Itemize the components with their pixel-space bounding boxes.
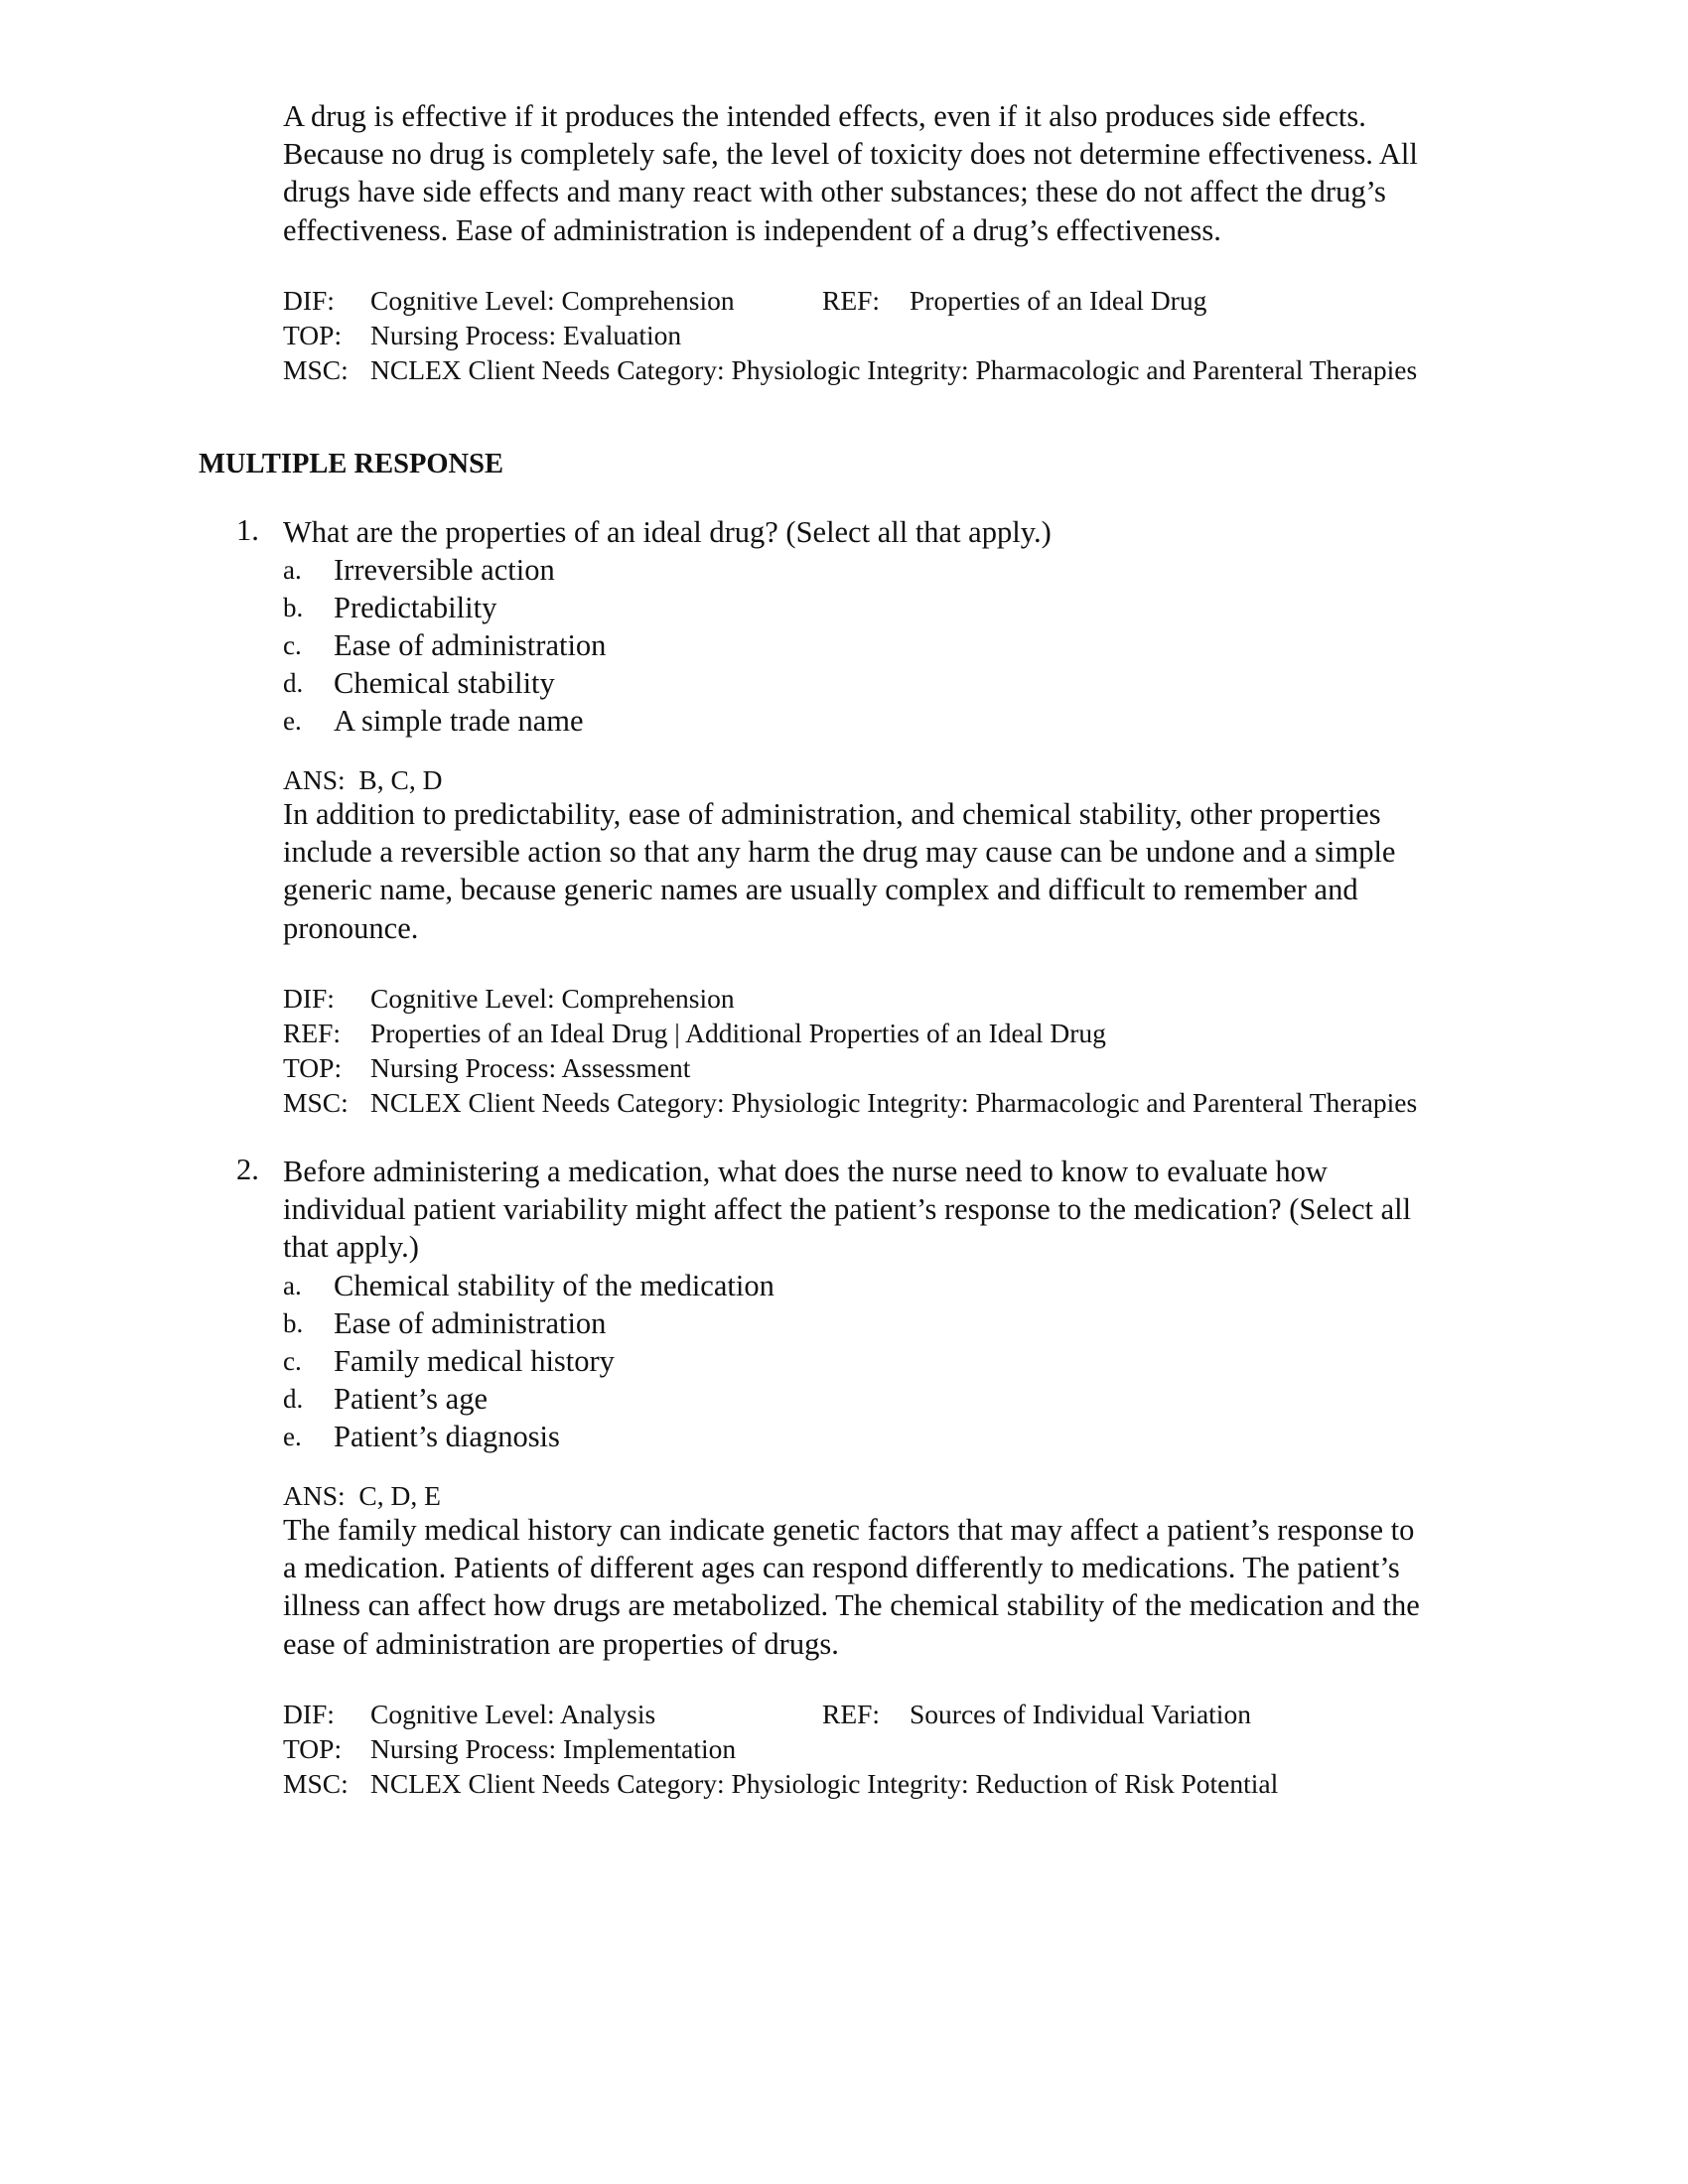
- top-value: Nursing Process: Assessment: [370, 1052, 691, 1083]
- top-label: TOP:: [283, 1052, 343, 1083]
- option-text: Chemical stability: [334, 666, 555, 700]
- intro-rationale: [283, 97, 1554, 249]
- question-stem-line: What are the properties of an ideal drug? (Select all that apply.): [283, 515, 1052, 549]
- answer-label: ANS:: [283, 764, 346, 795]
- dif-label: DIF:: [283, 983, 335, 1014]
- dif-value: Cognitive Level: Analysis: [370, 1699, 656, 1729]
- msc-value: NCLEX Client Needs Category: Physiologic Integrity: Pharmacologic and Parenteral Therapies: [370, 354, 1418, 385]
- option-letter: a.: [283, 1271, 302, 1300]
- option-text: Patient’s diagnosis: [334, 1420, 560, 1453]
- top-value: Nursing Process: Evaluation: [370, 320, 682, 350]
- option-letter: d.: [283, 668, 304, 698]
- msc-value: NCLEX Client Needs Category: Physiologic Integrity: Pharmacologic and Parenteral Therapies: [370, 1087, 1418, 1118]
- question-number: 2.: [236, 1153, 259, 1186]
- option-text: Predictability: [334, 591, 497, 624]
- msc-label: MSC:: [283, 1768, 349, 1799]
- ref-value: Properties of an Ideal Drug: [910, 285, 1207, 316]
- ref-value: Sources of Individual Variation: [910, 1699, 1251, 1729]
- question-stem: [283, 1153, 1411, 1267]
- question-stem-line: Before administering a medication, what does the nurse need to know to evaluate how: [283, 1155, 1328, 1188]
- ref-label: REF:: [822, 285, 881, 316]
- question-stem-line: individual patient variability might affect the patient’s response to the medication? (Select all: [283, 1192, 1412, 1227]
- rationale-line: drugs have side effects and many react with other substances; these do not affect the drug’s: [283, 175, 1386, 209]
- dif-value: Cognitive Level: Comprehension: [370, 983, 735, 1014]
- answer-line: [283, 764, 442, 796]
- question-rationale: [283, 1511, 1554, 1663]
- option-letter: c.: [283, 630, 302, 660]
- option-letter: e.: [283, 706, 302, 736]
- msc-value: NCLEX Client Needs Category: Physiologic Integrity: Reduction of Risk Potential: [370, 1768, 1279, 1799]
- option-text: Patient’s age: [334, 1382, 489, 1416]
- top-label: TOP:: [283, 320, 343, 350]
- rationale-line: generic name, because generic names are usually complex and difficult to remember and: [283, 873, 1358, 907]
- option-text: Chemical stability of the medication: [334, 1269, 774, 1302]
- top-value: Nursing Process: Implementation: [370, 1733, 737, 1764]
- dif-value: Cognitive Level: Comprehension: [370, 285, 735, 316]
- question-rationale: [283, 795, 1554, 947]
- option-letter: d.: [283, 1384, 304, 1414]
- section-heading: MULTIPLE RESPONSE: [199, 449, 503, 479]
- rationale-line: ease of administration are properties of drugs.: [283, 1626, 839, 1661]
- rationale-line: The family medical history can indicate genetic factors that may affect a patient’s response to: [283, 1513, 1415, 1547]
- msc-label: MSC:: [283, 1087, 349, 1118]
- rationale-line: a medication. Patients of different ages can respond differently to medications. The patient’s: [283, 1551, 1400, 1585]
- option-letter: b.: [283, 593, 304, 622]
- option-letter: b.: [283, 1308, 304, 1338]
- answer-value: C, D, E: [358, 1480, 441, 1511]
- top-label: TOP:: [283, 1733, 343, 1764]
- answer-line: [283, 1480, 441, 1512]
- rationale-line: In addition to predictability, ease of administration, and chemical stability, other properties: [283, 797, 1381, 831]
- option-text: Family medical history: [334, 1344, 615, 1378]
- option-text: Irreversible action: [334, 553, 555, 587]
- question-stem-line: that apply.): [283, 1230, 419, 1265]
- option-letter: e.: [283, 1422, 302, 1451]
- option-text: Ease of administration: [334, 628, 607, 662]
- dif-label: DIF:: [283, 285, 335, 316]
- option-letter: c.: [283, 1346, 302, 1376]
- rationale-line: illness can affect how drugs are metabolized. The chemical stability of the medication and the: [283, 1588, 1420, 1623]
- answer-label: ANS:: [283, 1480, 346, 1511]
- question-number: 1.: [236, 513, 259, 547]
- answer-value: B, C, D: [358, 764, 443, 795]
- option-letter: a.: [283, 555, 302, 585]
- option-text: A simple trade name: [334, 704, 584, 738]
- rationale-line: effectiveness. Ease of administration is independent of a drug’s effectiveness.: [283, 212, 1221, 247]
- ref-label: REF:: [283, 1018, 342, 1048]
- question-stem: [283, 513, 1052, 551]
- msc-label: MSC:: [283, 354, 349, 385]
- dif-label: DIF:: [283, 1699, 335, 1729]
- rationale-line: include a reversible action so that any harm the drug may cause can be undone and a simple: [283, 835, 1396, 870]
- rationale-line: pronounce.: [283, 910, 419, 945]
- rationale-line: A drug is effective if it produces the intended effects, even if it also produces side effects.: [283, 99, 1366, 133]
- option-text: Ease of administration: [334, 1306, 607, 1340]
- rationale-line: Because no drug is completely safe, the level of toxicity does not determine effectiveness. All: [283, 137, 1418, 172]
- ref-value: Properties of an Ideal Drug | Additional Properties of an Ideal Drug: [370, 1018, 1106, 1048]
- ref-label: REF:: [822, 1699, 881, 1729]
